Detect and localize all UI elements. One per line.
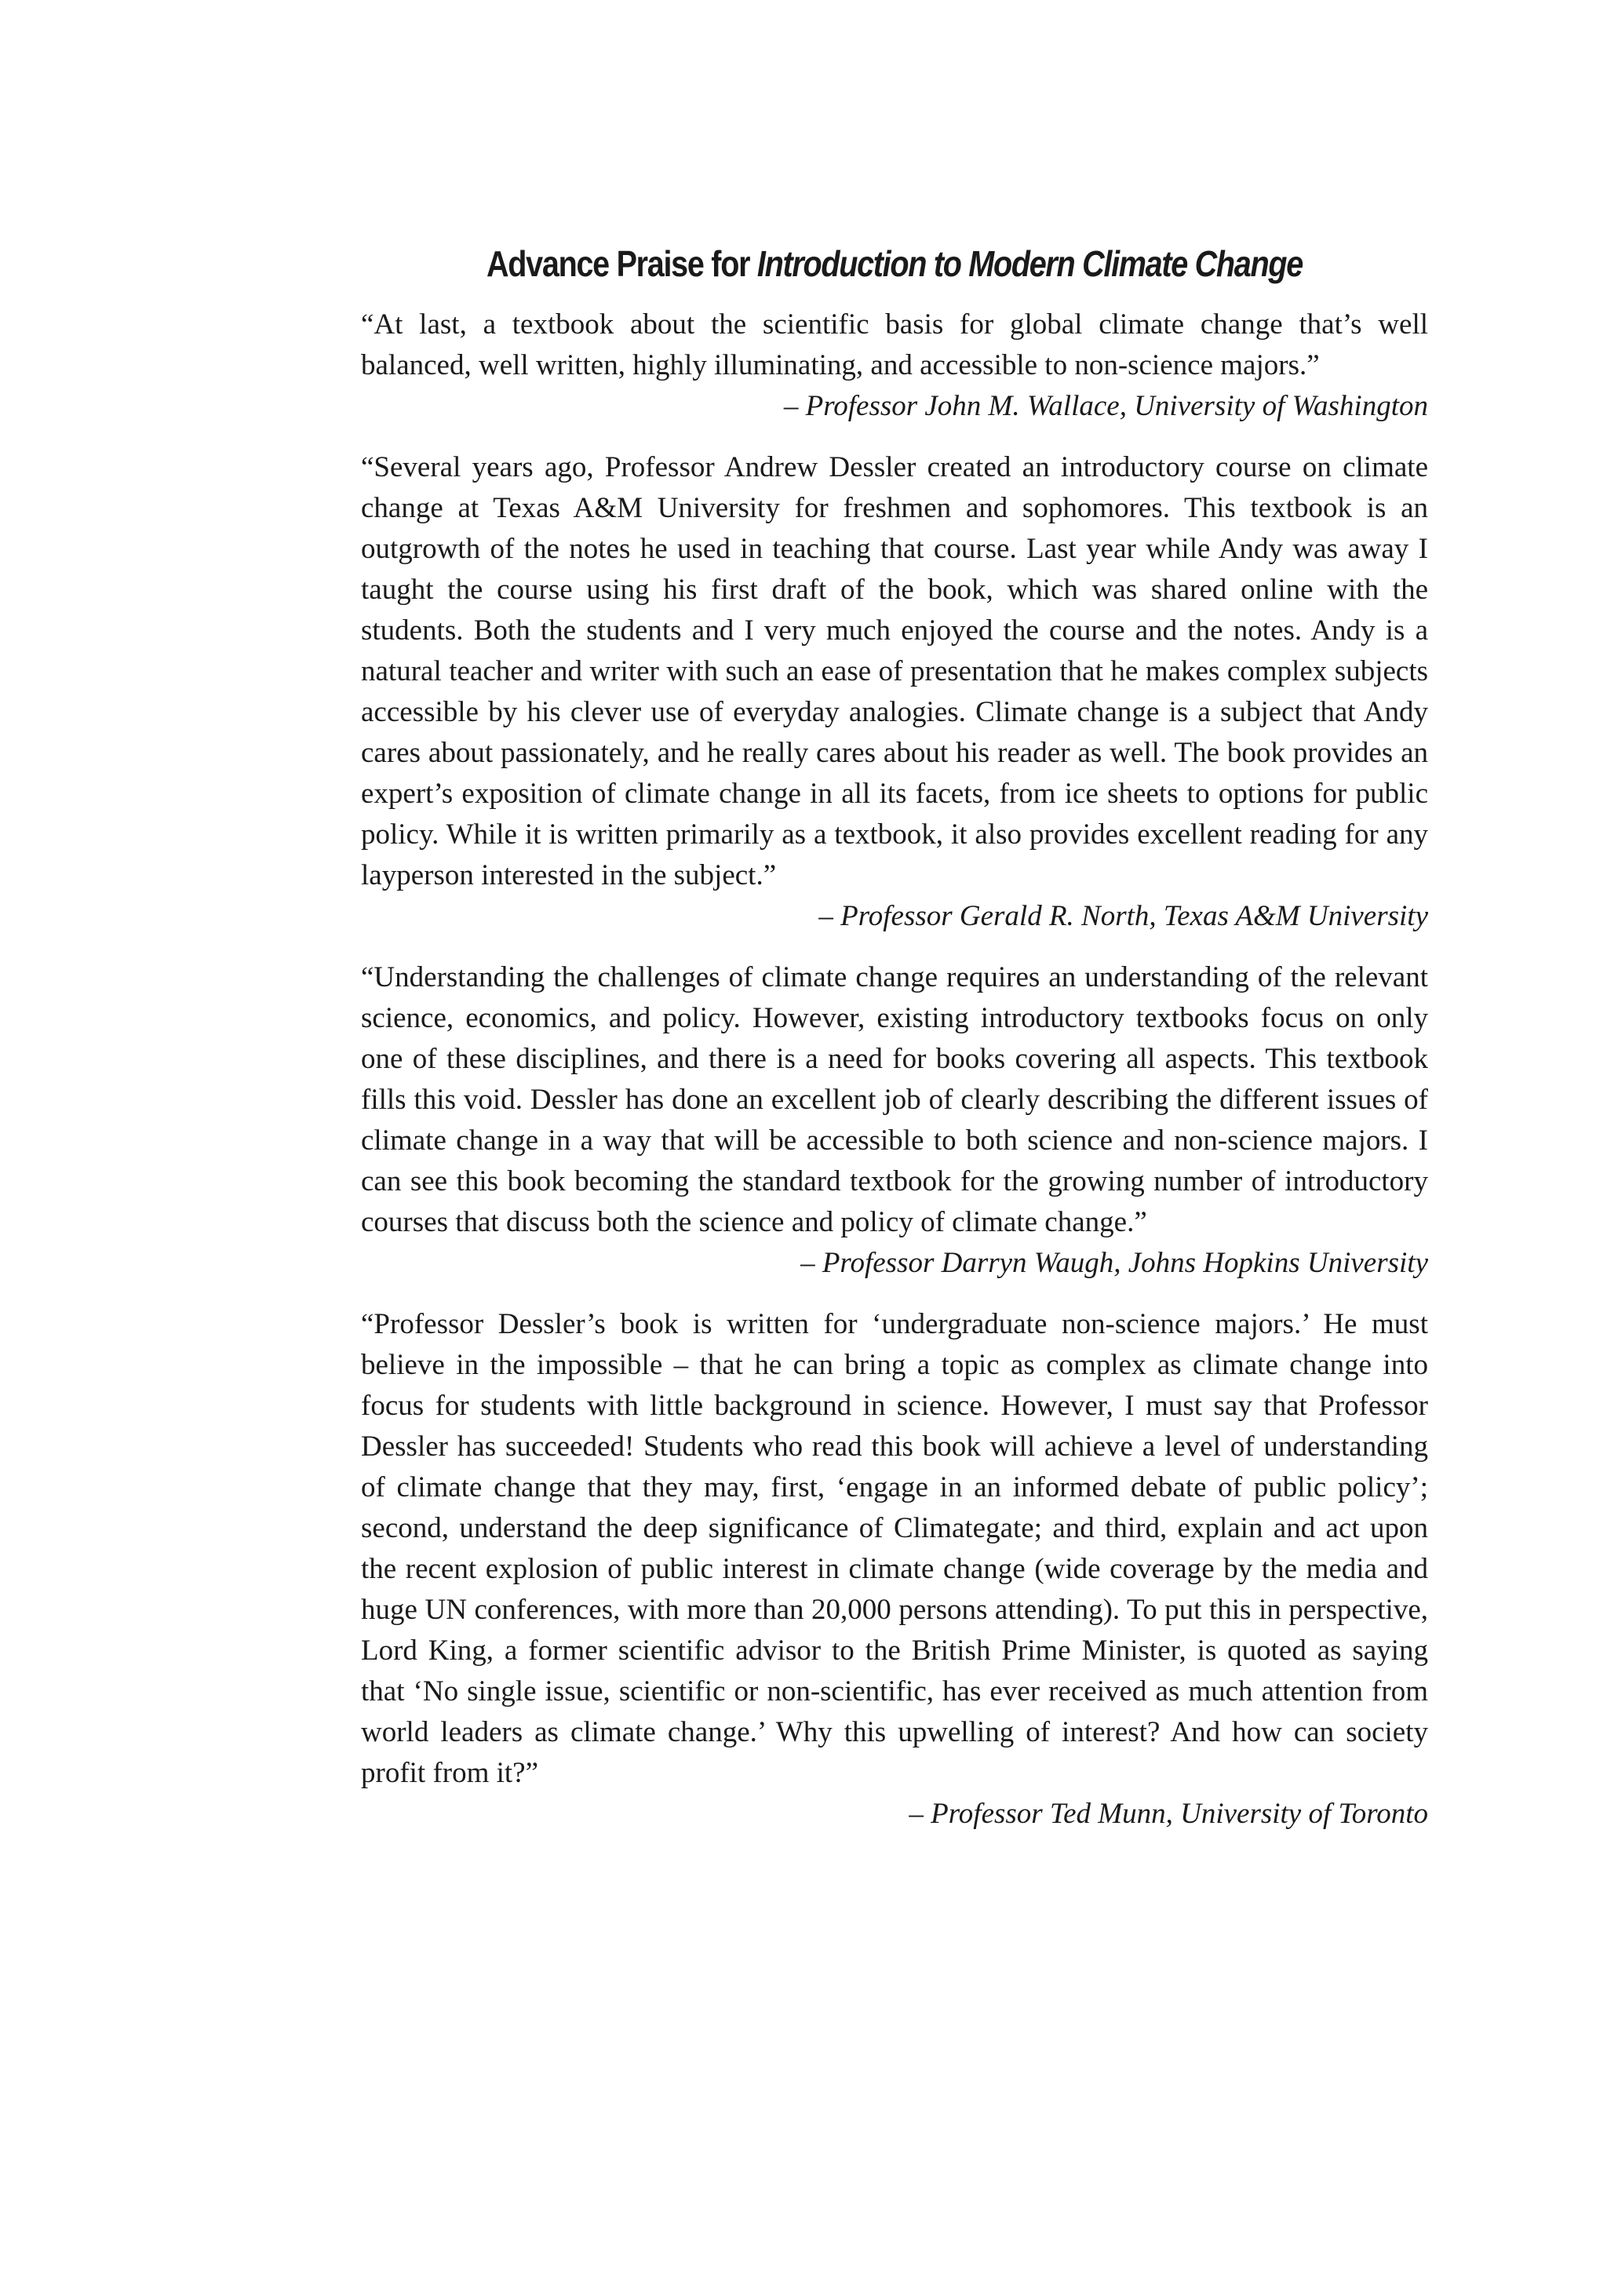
blurb-attribution: – Professor John M. Wallace, University of Washington: [783, 390, 1428, 422]
blurb-quote: “Several years ago, Professor Andrew Dessler created an introductory course on climate change at Texas A&M University for freshmen and sophomores. This textbook is an outgrowth of the notes he used in teaching that course. Last year while Andy was away I taught the course using his first draft of the book, which was shared online with the students. Both the students and I very much enjoyed the course and the notes. Andy is a natural teacher and writer with such an ease of presentation that he makes complex subjects accessible by his clever use of everyday analogies. Climate change is a subject that Andy cares about passionately, and he really cares about his reader as well. The book provides an expert’s exposition of climate change in all its facets, from ice sheets to options for public policy. While it is written primarily as a textbook, it also provides excellent reading for any layperson interested in the subject.”: [361, 451, 1428, 891]
page-title-book: Introduction to Modern Climate Change: [756, 243, 1303, 284]
blurb-quote: “Understanding the challenges of climate change requires an understanding of the relevant science, economics, and policy. However, existing introductory textbooks focus on only one of these disciplines, and there is a need for books covering all aspects. This textbook fills this void. Dessler has done an excellent job of clearly describing the different issues of climate change in a way that will be accessible to both science and non-science majors. I can see this book becoming the standard textbook for the growing number of introductory courses that discuss both the science and policy of climate change.”: [361, 961, 1428, 1238]
praise-blurb: [361, 304, 1428, 427]
blurb-quote: “Professor Dessler’s book is written for ‘undergraduate non-science majors.’ He must believe in the impossible – that he can bring a topic as complex as climate change into focus for students with little background in science. However, I must say that Professor Dessler has succeeded! Students who read this book will achieve a level of understanding of climate change that they may, first, ‘engage in an informed debate of public policy’; second, understand the deep significance of Climategate; and third, explain and act upon the recent explosion of public interest in climate change (wide coverage by the media and huge UN conferences, with more than 20,000 persons attending). To put this in perspective, Lord King, a former scientific advisor to the British Prime Minister, is quoted as saying that ‘No single issue, scientific or non-scientific, has ever received as much attention from world leaders as climate change.’ Why this upwelling of interest? And how can society profit from it?”: [361, 1308, 1428, 1789]
praise-blurb: [361, 1304, 1428, 1835]
praise-page: [361, 240, 1428, 1855]
praise-blurb: [361, 957, 1428, 1284]
blurb-quote: “At last, a textbook about the scientific basis for global climate change that’s well balanced, well written, highly illuminating, and accessible to non-science majors.”: [361, 308, 1428, 381]
blurb-attribution: – Professor Gerald R. North, Texas A&M University: [818, 900, 1428, 932]
praise-blurb: [361, 447, 1428, 937]
blurb-attribution: – Professor Darryn Waugh, Johns Hopkins University: [800, 1247, 1428, 1279]
page-title: [435, 240, 1354, 287]
blurb-attribution: – Professor Ted Munn, University of Toronto: [909, 1798, 1428, 1830]
page-title-prefix: Advance Praise for: [486, 243, 757, 284]
